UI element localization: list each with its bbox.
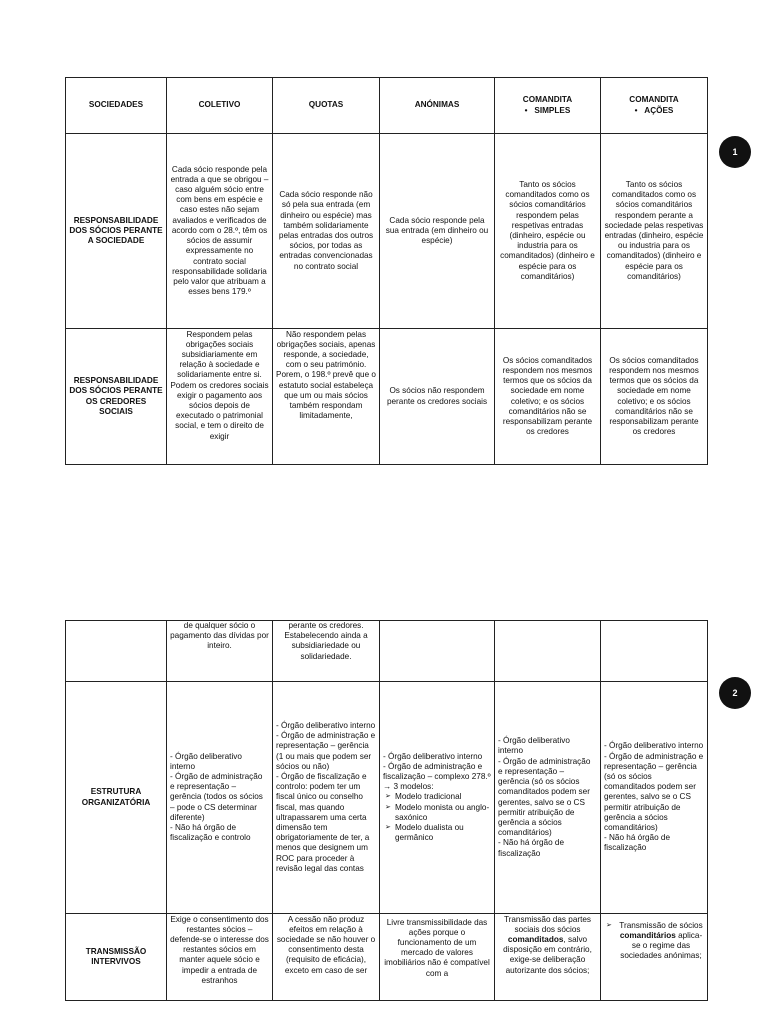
row-label-estrutura: ESTRUTURA ORGANIZATÓRIA: [66, 682, 167, 914]
list-item: - Órgão de fiscalização e controlo: podem ter um fiscal único ou conselho fiscal, mas quando ultrapassarem uma certa dimensão tem obrigatoriamente de ter, a menos que designem um ROC para proceder à revisão legal das contas: [276, 771, 370, 873]
cell-acoes-transmissao-text: [604, 915, 704, 1000]
cell-simples-continuation-empty: [495, 621, 601, 682]
list-item: - Órgão deliberativo interno: [498, 736, 570, 756]
row-label-responsabilidade-sociedade: RESPONSABILIDADE DOS SÓCIOS PERANTE A SOCIEDADE: [66, 134, 167, 329]
comparison-table-2: [65, 620, 708, 1001]
list-item: - Órgão de administração e representação – gerência (só os sócios comanditados podem ser gerentes, salvo se o CS permitir atribuição de gerência a sócios comanditários): [604, 751, 704, 832]
cell-simples-transmissao-text: [498, 915, 597, 1000]
model-label: Modelo monista ou anglo-saxónico: [395, 802, 490, 822]
cell-anonimas-transmissao: [380, 914, 495, 1001]
cell-acoes-continuation-empty: [601, 621, 708, 682]
cell-coletivo-estrutura: [167, 682, 273, 914]
header-quotas: QUOTAS: [273, 78, 380, 134]
cell-anonimas-continuation-empty: [380, 621, 495, 682]
cell-coletivo-credores: [167, 329, 273, 465]
header-sociedades: SOCIEDADES: [66, 78, 167, 134]
cell-coletivo-continuation: de qualquer sócio o pagamento das dívidas por inteiro.: [167, 621, 273, 682]
cell-simples-estrutura: [495, 682, 601, 914]
text-run: aplica-se o regime das sociedades anónimas;: [620, 930, 703, 961]
cell-continuation-empty: [66, 621, 167, 682]
cell-quotas-sociedade: Cada sócio responde não só pela sua entrada (em dinheiro ou espécie) mas também solidariamente pelas entradas dos outros sócios, por todas as entradas convencionadas no contrato social: [273, 134, 380, 329]
page-number-badge-2: 2: [719, 677, 751, 709]
cell-anonimas-estrutura: [380, 682, 495, 914]
list-item: - Órgão deliberativo interno: [276, 720, 376, 730]
list-item: - Não há órgão de fiscalização: [604, 833, 670, 853]
list-item: - Órgão de administração e representação – gerência (só os sócios comanditados podem ser gerentes, salvo se o CS permitir atribuição de gerência a sócios comanditários): [498, 756, 591, 838]
row-label-responsabilidade-credores: RESPONSABILIDADE DOS SÓCIOS PERANTE OS CREDORES SOCIAIS: [66, 329, 167, 465]
arrow-bullet-icon: ➢: [385, 824, 391, 831]
list-item: - Órgão de administração e fiscalização – complexo 278.º → 3 modelos:: [383, 761, 491, 792]
header-comandita-acoes-line1: COMANDITA: [629, 95, 679, 105]
list-item-model: [383, 823, 491, 843]
header-comandita-acoes: [601, 78, 708, 134]
text-run: Transmissão das partes sociais dos sócios: [503, 914, 592, 934]
cell-quotas-continuation: perante os credores. Estabelecendo ainda a subsidiariedade ou solidariedade.: [273, 621, 380, 682]
table-row-transmissao: [66, 914, 708, 1001]
cell-quotas-credores-text: Não respondem pelas obrigações sociais, apenas responde, a sociedade, com o seu património. Porem, o 198.º prevê que o estatuto social estabeleça que um ou mais sócios também respondam limitadamente,: [276, 329, 376, 421]
cell-quotas-estrutura: [273, 682, 380, 914]
table-row-estrutura: [66, 682, 708, 914]
list-item: - Não há órgão de fiscalização: [498, 838, 564, 858]
text-run-bold: comanditados: [507, 934, 564, 944]
cell-acoes-sociedade: Tanto os sócios comanditados como os sócios comanditários respondem perante a sociedade pelas respetivas entradas (dinheiro, espécie ou industria para os comanditados) (dinheiro e espécie para os comanditários): [601, 134, 708, 329]
list-item: - Não há órgão de fiscalização e controlo: [170, 823, 251, 843]
list-item: - Órgão deliberativo interno: [383, 751, 483, 761]
bullet-icon: •: [524, 105, 528, 115]
list-item: - Órgão de administração e representação – gerência (1 ou mais que podem ser sócios ou não): [276, 731, 376, 771]
cell-simples-transmissao: [495, 914, 601, 1001]
header-coletivo: COLETIVO: [167, 78, 273, 134]
text-run-bold: comanditários: [619, 930, 676, 940]
text-run: , salvo disposição em contrário, exige-se deliberação autorizante dos sócios;: [503, 934, 592, 975]
cell-acoes-estrutura: [601, 682, 708, 914]
cell-acoes-transmissao: [601, 914, 708, 1001]
page-number-badge-1: 1: [719, 136, 751, 168]
header-comandita-acoes-bullet-line: [604, 106, 704, 116]
cell-acoes-credores: Os sócios comanditados respondem nos mesmos termos que os sócios da sociedade em nome coletivo; e os sócios comanditários não se responsabilizam perante os credores: [601, 329, 708, 465]
header-comandita-simples-bullet-line: [498, 106, 597, 116]
table-row-responsabilidade-credores: [66, 329, 708, 465]
cell-coletivo-transmissao-text: Exige o consentimento dos restantes sócios – defende-se o interesse dos restantes sócios em manter aquele sócio e impedir a entrada de estranhos: [170, 914, 269, 985]
cell-coletivo-credores-text: Respondem pelas obrigações sociais subsidiariamente em relação à sociedade e solidariamente entre si. Podem os credores sociais exigir o pagamento aos sócios depois de executado o patrimonial social, e tem o direito de exigir: [170, 329, 269, 441]
cell-quotas-transmissao: [273, 914, 380, 1001]
table-header-row: [66, 78, 708, 134]
header-anonimas: ANÓNIMAS: [380, 78, 495, 134]
cell-anonimas-sociedade: Cada sócio responde pela sua entrada (em dinheiro ou espécie): [380, 134, 495, 329]
model-label: Modelo dualista ou germânico: [395, 823, 464, 843]
bullet-icon: •: [634, 105, 638, 115]
cell-coletivo-sociedade: Cada sócio responde pela entrada a que se obrigou – caso alguém sócio entre com bens em espécie e caso estes não sejam avaliados e verificados de acordo com o 28.º, têm os sócios de assumir expressamente no contrato social responsabilidade solidaria pelo valor que atribuam a esses bens 179.º: [167, 134, 273, 329]
arrow-bullet-icon: ➢: [606, 921, 612, 929]
row-label-transmissao: TRANSMISSÃO INTERVIVOS: [66, 914, 167, 1001]
table-row-responsabilidade-sociedade: [66, 134, 708, 329]
arrow-bullet-icon: ➢: [385, 793, 391, 801]
list-item: - Órgão deliberativo interno: [170, 751, 242, 771]
list-item-model: [383, 803, 491, 823]
cell-quotas-credores: [273, 329, 380, 465]
model-label: Modelo tradicional: [395, 792, 462, 802]
header-comandita-simples-line1: COMANDITA: [522, 95, 573, 105]
cell-simples-credores: Os sócios comanditados respondem nos mesmos termos que os sócios da sociedade em nome coletivo; e os sócios comanditários não se responsabilizam perante os credores: [495, 329, 601, 465]
comparison-table-1: [65, 77, 708, 465]
cell-coletivo-transmissao: [167, 914, 273, 1001]
table-row-continuation: [66, 621, 708, 682]
header-comandita-simples: [495, 78, 601, 134]
list-item: - Órgão de administração e representação – gerência (todos os sócios – pode o CS determinar diferente): [170, 771, 263, 822]
cell-anonimas-credores: Os sócios não respondem perante os credores sociais: [380, 329, 495, 465]
cell-simples-sociedade: Tanto os sócios comanditados como os sócios comanditários respondem pelas respetivas entradas (dinheiro, espécie ou industria para os comanditados) (dinheiro e espécie para os comanditários): [495, 134, 601, 329]
list-item: - Órgão deliberativo interno: [604, 741, 704, 751]
text-run: Transmissão de sócios: [619, 920, 703, 930]
header-comandita-acoes-line2: AÇÕES: [644, 105, 674, 115]
arrow-bullet-icon: ➢: [385, 803, 391, 811]
cell-quotas-transmissao-text: A cessão não produz efeitos em relação à sociedade se não houver o consentimento desta (requisito de eficácia), exceto em caso de ser: [276, 914, 376, 975]
list-item-model: [383, 792, 491, 802]
cell-anonimas-transmissao-text: Livre transmissibilidade das ações porque o funcionamento de um mercado de valores imobiliários não é compatível com a: [384, 917, 490, 978]
header-comandita-simples-line2: SIMPLES: [534, 105, 571, 115]
